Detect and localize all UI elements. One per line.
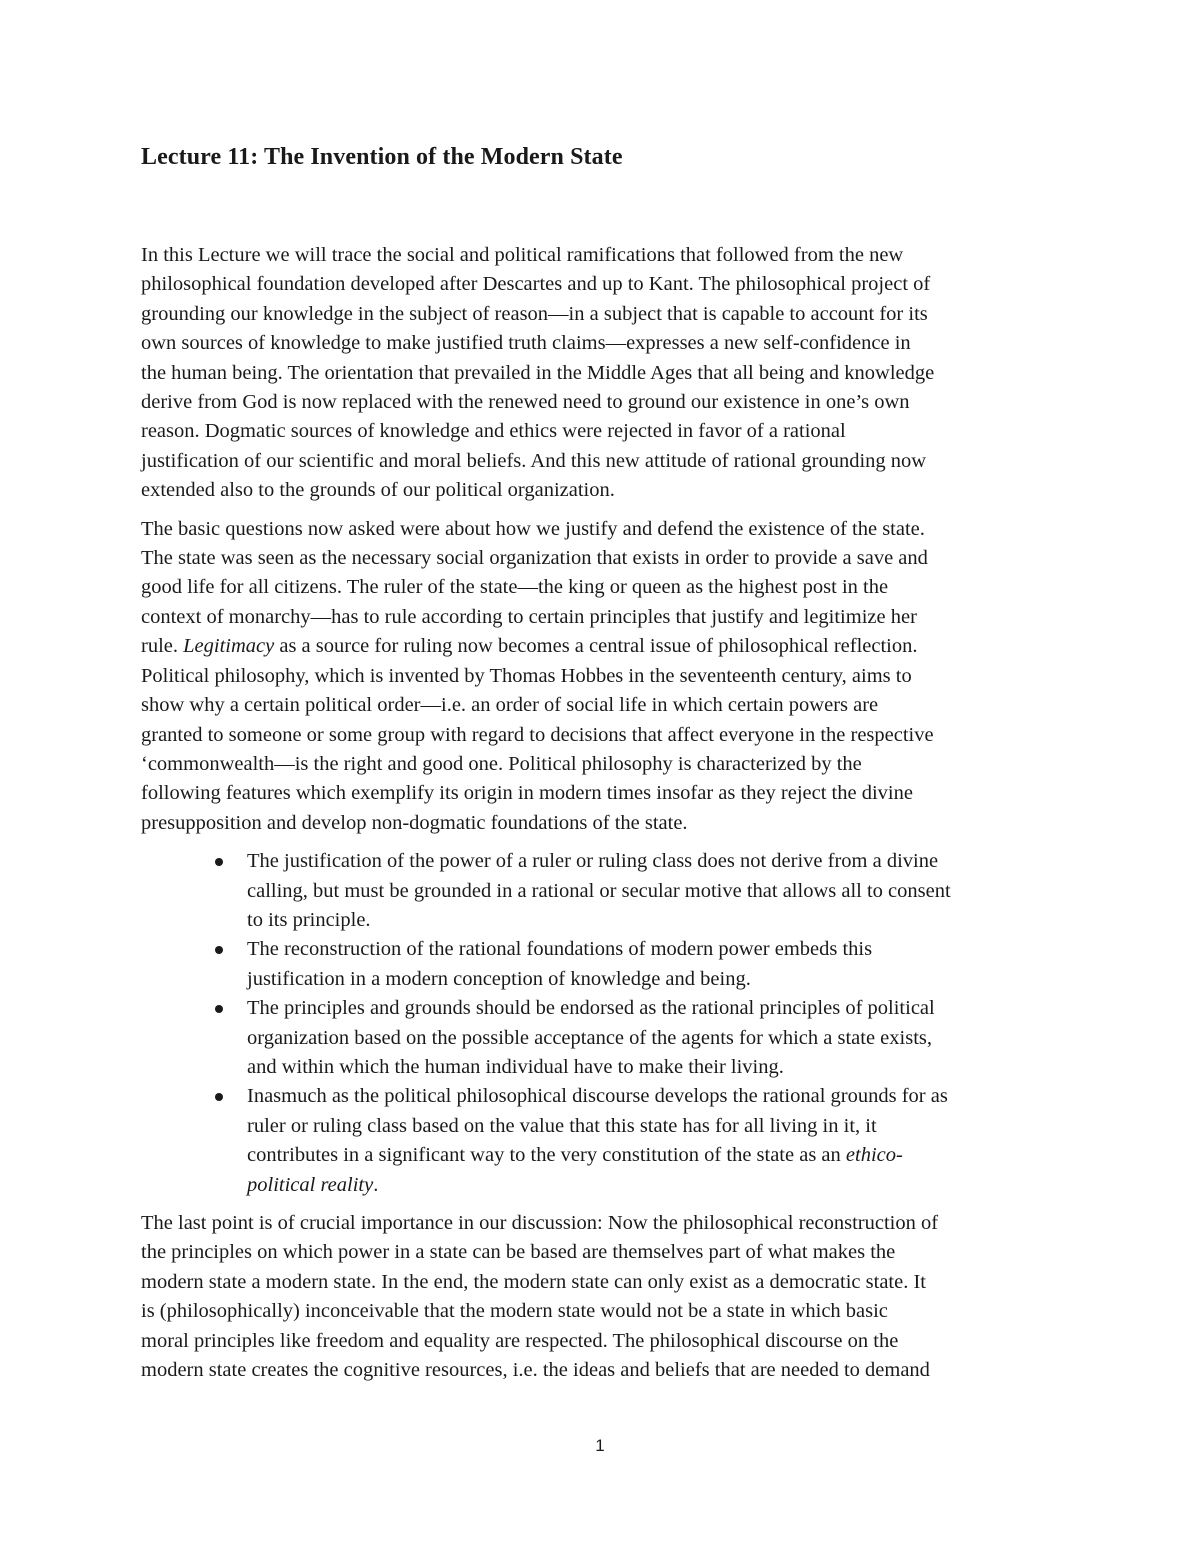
text-line: extended also to the grounds of our political organization. bbox=[141, 479, 615, 502]
text-line: own sources of knowledge to make justified truth claims—expresses a new self-confidence in bbox=[141, 332, 911, 355]
text-line: The justification of the power of a ruler or ruling class does not derive from a divine bbox=[247, 850, 939, 873]
text-line: the human being. The orientation that prevailed in the Middle Ages that all being and knowledge bbox=[141, 361, 935, 384]
text-line bbox=[247, 1141, 1061, 1170]
text-line: context of monarchy—has to rule according to certain principles that justify and legitimize her bbox=[141, 605, 917, 628]
text-line: granted to someone or some group with regard to decisions that affect everyone in the respective bbox=[141, 723, 934, 746]
features-bullet-list bbox=[141, 847, 1061, 1200]
text-line: moral principles like freedom and equality are respected. The philosophical discourse on the bbox=[141, 1329, 899, 1352]
text-line: Political philosophy, which is invented by Thomas Hobbes in the seventeenth century, aims to bbox=[141, 664, 912, 687]
text-line: The principles and grounds should be endorsed as the rational principles of political bbox=[247, 997, 935, 1020]
bullet-icon bbox=[215, 858, 223, 866]
emphasis-legitimacy: Legitimacy bbox=[183, 635, 275, 658]
emphasis-political-reality: political reality bbox=[247, 1173, 374, 1196]
text-line bbox=[247, 1171, 1061, 1200]
text-line: organization based on the possible acceptance of the agents for which a state exists, bbox=[247, 1026, 932, 1049]
text-line: derive from God is now replaced with the renewed need to ground our existence in one’s own bbox=[141, 391, 910, 414]
text-segment: contributes in a significant way to the very constitution of the state as an bbox=[247, 1144, 846, 1167]
text-line: modern state a modern state. In the end, the modern state can only exist as a democratic state. It bbox=[141, 1270, 926, 1293]
text-line: The last point is of crucial importance in our discussion: Now the philosophical reconstruction of bbox=[141, 1212, 939, 1234]
paragraph-legitimacy bbox=[141, 515, 1061, 838]
text-line: the principles on which power in a state can be based are themselves part of what makes the bbox=[141, 1241, 896, 1264]
text-line: The basic questions now asked were about how we justify and defend the existence of the state. bbox=[141, 517, 925, 540]
list-item bbox=[247, 1082, 1061, 1200]
lecture-title: Lecture 11: The Invention of the Modern State bbox=[141, 144, 623, 170]
text-segment: rule. bbox=[141, 635, 184, 658]
paragraph-conclusion bbox=[141, 1209, 1061, 1385]
text-line: and within which the human individual have to make their living. bbox=[247, 1055, 784, 1078]
text-line: The reconstruction of the rational foundations of modern power embeds this bbox=[247, 938, 873, 961]
text-line: grounding our knowledge in the subject of reason—in a subject that is capable to account for its bbox=[141, 302, 928, 325]
text-line: show why a certain political order—i.e. an order of social life in which certain powers are bbox=[141, 694, 879, 717]
bullet-icon bbox=[215, 1093, 223, 1101]
list-item bbox=[247, 935, 1061, 994]
text-line: modern state creates the cognitive resources, i.e. the ideas and beliefs that are needed to demand bbox=[141, 1359, 930, 1382]
text-line: justification of our scientific and moral beliefs. And this new attitude of rational grounding now bbox=[141, 449, 927, 472]
bullet-icon bbox=[215, 1005, 223, 1013]
list-item bbox=[247, 994, 1061, 1082]
text-line: ‘commonwealth—is the right and good one. Political philosophy is characterized by the bbox=[141, 752, 862, 775]
text-line: ruler or ruling class based on the value that this state has for all living in it, it bbox=[247, 1114, 877, 1137]
list-item bbox=[247, 847, 1061, 935]
paragraph-intro bbox=[141, 241, 1061, 506]
text-line: to its principle. bbox=[247, 908, 371, 931]
text-line: reason. Dogmatic sources of knowledge and ethics were rejected in favor of a rational bbox=[141, 420, 846, 443]
text-line: justification in a modern conception of knowledge and being. bbox=[247, 967, 751, 990]
text-line: The state was seen as the necessary social organization that exists in order to provide a save and bbox=[141, 547, 928, 570]
text-line: following features which exemplify its origin in modern times insofar as they reject the divine bbox=[141, 782, 913, 805]
page-number: 1 bbox=[595, 1436, 605, 1455]
bullet-icon bbox=[215, 946, 223, 954]
text-line: In this Lecture we will trace the social and political ramifications that followed from the new bbox=[141, 244, 904, 266]
text-line: calling, but must be grounded in a rational or secular motive that allows all to consent bbox=[247, 879, 951, 902]
text-line: philosophical foundation developed after Descartes and up to Kant. The philosophical project of bbox=[141, 273, 931, 296]
document-body bbox=[141, 241, 1061, 1394]
text-segment: . bbox=[373, 1173, 379, 1196]
text-line: good life for all citizens. The ruler of the state—the king or queen as the highest post in the bbox=[141, 576, 889, 599]
text-segment: as a source for ruling now becomes a central issue of philosophical reflection. bbox=[274, 635, 918, 658]
text-line: Inasmuch as the political philosophical discourse develops the rational grounds for as bbox=[247, 1085, 948, 1108]
text-line bbox=[141, 632, 1061, 661]
text-line: presupposition and develop non-dogmatic foundations of the state. bbox=[141, 811, 688, 834]
text-line: is (philosophically) inconceivable that the modern state would not be a state in which basic bbox=[141, 1300, 888, 1323]
emphasis-ethico: ethico- bbox=[845, 1144, 903, 1167]
